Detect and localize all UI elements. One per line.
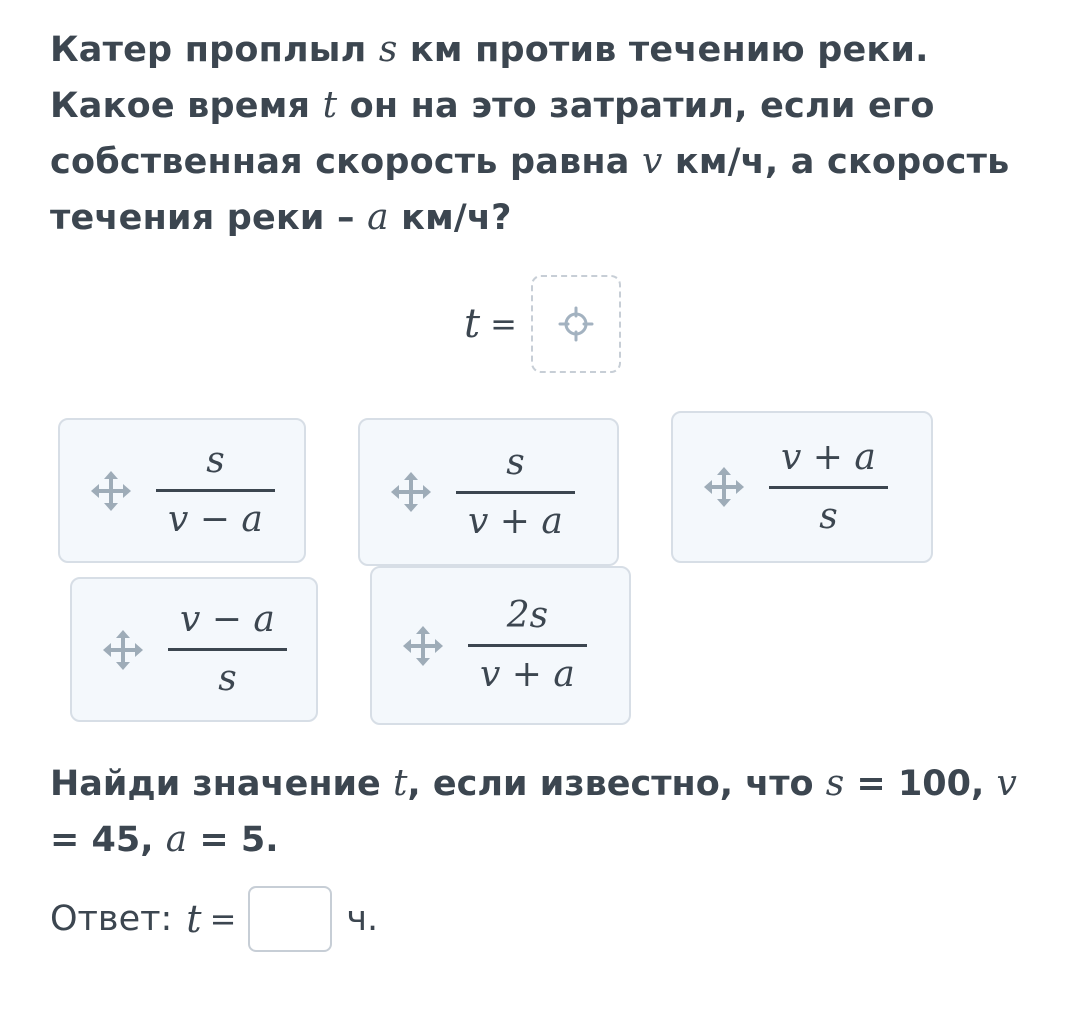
task-part-1: Найди значение <box>50 764 393 804</box>
fraction <box>168 592 287 707</box>
task-part-2: , если известно, что <box>407 764 826 804</box>
formula-card-2[interactable] <box>358 418 619 566</box>
variable-a: a <box>165 819 188 860</box>
fraction-numerator: 2s <box>506 595 549 636</box>
crosshair-icon <box>557 305 595 343</box>
fraction-numerator: s <box>506 441 525 483</box>
variable-s: s <box>825 763 845 804</box>
task-part-4: = 45, <box>50 820 166 860</box>
question-part-4: км/ч, а скорость течения реки – <box>50 142 1010 238</box>
equation-variable: t <box>464 301 481 347</box>
answer-label: Ответ: <box>50 899 173 939</box>
move-icon <box>402 625 444 667</box>
answer-unit: ч. <box>346 899 379 939</box>
fraction <box>769 430 888 545</box>
move-icon <box>102 629 144 671</box>
task-text <box>50 756 1040 868</box>
question-part-3: он на это затратил, если его собственная скорость равна <box>50 86 935 182</box>
move-icon <box>390 471 432 513</box>
variable-s: s <box>378 29 398 70</box>
move-icon <box>703 466 745 508</box>
answer-input[interactable] <box>248 886 332 952</box>
question-text <box>50 22 1040 246</box>
answer-equals: = <box>209 900 237 938</box>
variable-t: t <box>322 85 338 126</box>
variable-t: t <box>392 763 408 804</box>
formula-card-5[interactable] <box>370 566 631 725</box>
fraction-denominator: s <box>218 658 237 699</box>
formula-card-3[interactable] <box>671 411 933 563</box>
variable-v: v <box>642 141 663 182</box>
fraction-denominator: v + a <box>468 500 563 542</box>
question-part-1: Катер проплыл <box>50 30 379 70</box>
variable-v: v <box>996 763 1017 804</box>
fraction-denominator: v + a <box>480 654 575 695</box>
fraction <box>468 588 587 703</box>
task-part-5: = 5. <box>187 820 279 860</box>
answer-variable: t <box>186 897 202 941</box>
fraction <box>156 433 275 548</box>
formula-card-4[interactable] <box>70 577 318 722</box>
fraction-denominator: s <box>819 495 838 537</box>
formula-card-1[interactable] <box>58 418 306 563</box>
equation-equals: = <box>490 305 517 343</box>
question-part-2: км против течению реки. Какое время <box>50 30 929 126</box>
answer-row <box>50 886 378 952</box>
fraction <box>456 435 575 550</box>
question-part-5: км/ч? <box>388 198 512 238</box>
fraction-numerator: s <box>206 440 225 481</box>
fraction-denominator: v − a <box>168 499 263 540</box>
variable-a: a <box>367 197 389 238</box>
fraction-numerator: v + a <box>781 436 876 478</box>
move-icon <box>90 470 132 512</box>
fraction-numerator: v − a <box>180 599 275 640</box>
formula-drop-zone[interactable] <box>531 275 621 373</box>
task-part-3: = 100, <box>844 764 997 804</box>
formula-equation <box>464 274 621 374</box>
